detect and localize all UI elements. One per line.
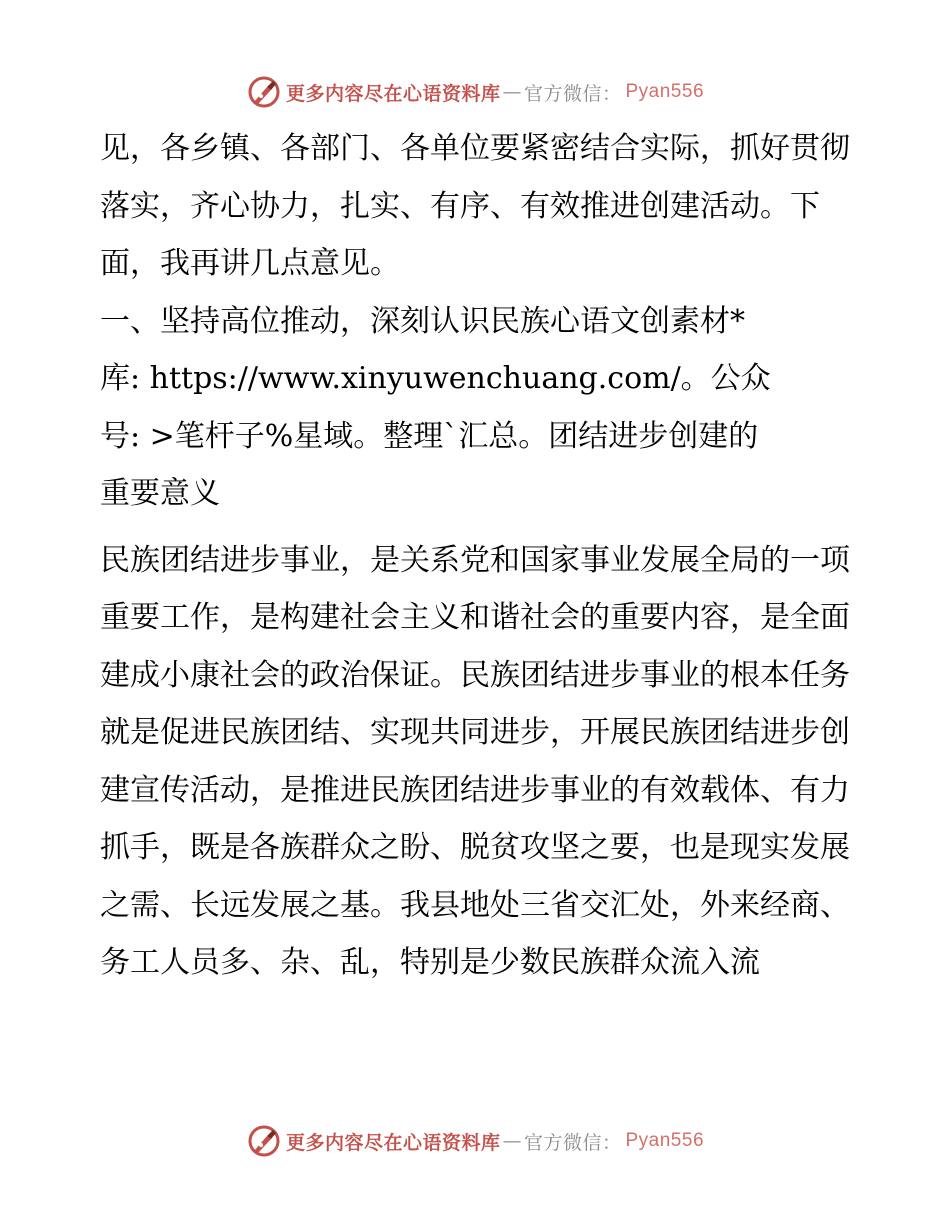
- heading-line-2: 库: https://www.xinyuwenchuang.com/。公众: [100, 361, 771, 396]
- paragraph-intro: 见，各乡镇、各部门、各单位要紧密结合实际，抓好贯彻落实，齐心协力，扎实、有序、有效推进创建活动。下面，我再讲几点意见。: [100, 131, 850, 281]
- header-slogan: 更多内容尽在心语资料库: [285, 82, 501, 105]
- heading-line-4: 重要意义: [100, 476, 220, 511]
- pen-logo-icon: [246, 1123, 282, 1159]
- footer-slogan: 更多内容尽在心语资料库: [285, 1131, 501, 1154]
- header-wechat-id: Pyan556: [625, 81, 705, 102]
- document-body: [100, 120, 850, 992]
- header-banner: [0, 72, 950, 112]
- footer-wechat-id: Pyan556: [625, 1130, 705, 1151]
- heading-line-1: 一、坚持高位推动，深刻认识民族心语文创素材*: [100, 303, 745, 339]
- paragraph-main: 民族团结进步事业，是关系党和国家事业发展全局的一项重要工作，是构建社会主义和谐社会的重要内容，是全面建成小康社会的政治保证。民族团结进步事业的根本任务就是促进民族团结、实现共同进步，开展民族团结进步创建宣传活动，是推进民族团结进步事业的有效载体、有力抓手，既是各族群众之盼、脱贫攻坚之要，也是现实发展之需、长远发展之基。我县地处三省交汇处，外来经商、务工人员多、杂、乱，特别是少数民族群众流入流: [100, 542, 850, 980]
- footer-banner: [0, 1121, 950, 1161]
- footer-official-label: 官方微信：: [523, 1131, 622, 1154]
- header-official-label: 官方微信：: [523, 82, 622, 105]
- footer-separator: —: [502, 1130, 522, 1152]
- pen-logo-icon: [246, 74, 282, 110]
- heading-line-3: 号: >笔杆子%星域。整理`汇总。团结进步创建的: [100, 418, 759, 454]
- header-separator: —: [502, 81, 522, 103]
